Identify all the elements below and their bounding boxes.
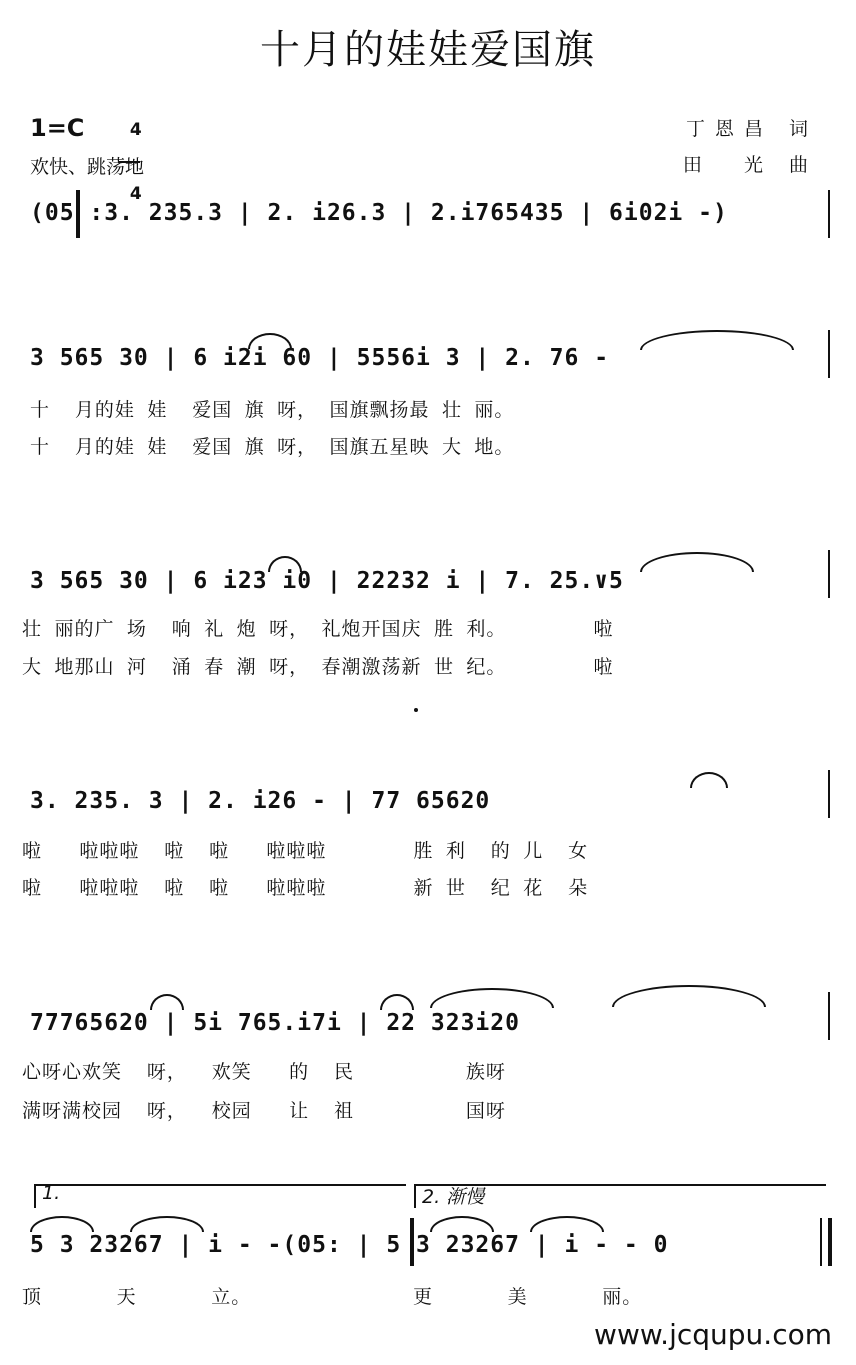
composer-credit: 田 光 曲 <box>682 154 818 176</box>
lyrics-line-2b: 十 月的娃 娃 爱国 旗 呀， 国旗五星映 大 地。 <box>30 436 515 458</box>
time-signature-top: 4 <box>129 120 142 140</box>
slur-arc <box>640 552 754 572</box>
slur-arc <box>530 1216 604 1232</box>
lyrics-line-2a: 十 月的娃 娃 爱国 旗 呀， 国旗飘扬最 壮 丽。 <box>30 399 515 421</box>
slur-arc <box>430 1216 494 1232</box>
tie-arc <box>690 772 728 788</box>
tie-arc <box>150 994 184 1010</box>
notation-system-5: 77765620 | 5i 765.i7i | 22 323i20 <box>30 1010 520 1036</box>
tempo-marking: 欢快、跳荡地 <box>30 156 145 178</box>
time-signature-bottom: 4 <box>129 184 142 204</box>
second-ending-label: 2. 渐慢 <box>422 1186 485 1208</box>
lyrics-line-4b: 啦 啦啦啦 啦 啦 啦啦啦 新 世 纪 花 朵 <box>22 877 589 899</box>
notation-system-3: 3 565 30 | 6 i23 i0 | 22232 i | 7. 25.∨5 <box>30 568 624 594</box>
notation-system-4: 3. 235. 3 | 2. i26 - | 77 65620 <box>30 788 491 814</box>
first-ending-label: 1. <box>42 1182 61 1204</box>
tie-arc <box>268 556 302 572</box>
site-watermark: www.jcqupu.com <box>594 1318 832 1351</box>
notation-system-2: 3 565 30 | 6 i2i 60 | 5556i 3 | 2. 76 - <box>30 345 610 371</box>
lyrics-line-6: 顶 天 立。 更 美 丽。 <box>22 1286 643 1308</box>
lyricist-credit: 丁恩昌 词 <box>685 118 818 140</box>
slur-arc <box>30 1216 94 1232</box>
second-ending-bracket <box>414 1184 826 1208</box>
notation-system-6: 5 3 23267 | i - -(05: | 5 3 23267 | i - - 0 <box>30 1232 669 1258</box>
lyrics-line-3b: 大 地那山 河 涌 春 潮 呀， 春潮激荡新 世 纪。 啦 <box>22 656 614 678</box>
lyrics-line-3a: 壮 丽的广 场 响 礼 炮 呀， 礼炮开国庆 胜 利。 啦 <box>22 618 614 640</box>
first-ending-bracket <box>34 1184 406 1208</box>
slur-arc <box>430 988 554 1008</box>
slur-arc <box>612 985 766 1007</box>
slur-arc <box>130 1216 204 1232</box>
song-title: 十月的娃娃爱国旗 <box>260 27 596 73</box>
lyrics-line-5a: 心呀心欢笑 呀， 欢笑 的 民 族呀 <box>22 1061 506 1083</box>
lyrics-line-5b: 满呀满校园 呀， 校园 让 祖 国呀 <box>22 1100 506 1122</box>
lyrics-line-4a: 啦 啦啦啦 啦 啦 啦啦啦 胜 利 的 儿 女 <box>22 840 589 862</box>
slur-arc <box>640 330 794 350</box>
key-signature: 1=C <box>30 114 85 142</box>
tie-arc <box>248 333 292 349</box>
notation-system-1: (05 :3. 235.3 | 2. i26.3 | 2.i765435 | 6i02i -) <box>30 200 728 226</box>
tie-arc <box>380 994 414 1010</box>
